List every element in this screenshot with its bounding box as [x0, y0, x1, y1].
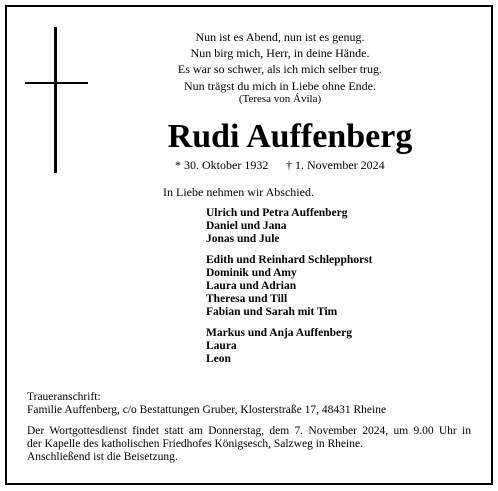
poem-attribution: (Teresa von Ávila) [238, 93, 322, 105]
mourner: Jonas und Jule [206, 233, 280, 245]
poem-line: Nun trägst du mich in Liebe ohne Ende. [184, 78, 376, 93]
mourner: Ulrich und Petra Auffenberg [206, 207, 348, 219]
poem-line: Es war so schwer, als ich mich selber trug. [177, 62, 383, 77]
service-line: Anschließend ist die Beisetzung. [27, 451, 178, 463]
mourner: Markus und Anja Auffenberg [206, 327, 353, 339]
farewell-text: In Liebe nehmen wir Abschied. [163, 185, 314, 199]
mourner: Edith und Reinhard Schlepphorst [206, 254, 373, 266]
poem-line: Nun ist es Abend, nun ist es genug. [195, 30, 365, 44]
mourner: Leon [206, 353, 231, 365]
mourner: Fabian und Sarah mit Tim [206, 306, 338, 318]
address-text: Familie Auffenberg, c/o Bestattungen Gruber, Klosterstraße 17, 48431 Rheine [27, 404, 387, 416]
mourners-list [206, 207, 373, 374]
poem [130, 29, 430, 94]
address-label: Traueranschrift: [27, 391, 101, 403]
life-dates [175, 158, 385, 172]
poem-line: Nun birg mich, Herr, in deine Hände. [190, 46, 370, 61]
mourner: Laura [206, 340, 237, 352]
family-group [206, 207, 373, 246]
family-group [206, 254, 373, 319]
service-line: Der Wortgottesdienst findet statt am Donnerstag, dem 7. November 2024, um 9.00 Uhr in [27, 425, 471, 437]
deceased-name: Rudi Auffenberg [167, 118, 413, 155]
death-date: † 1. November 2024 [286, 158, 385, 172]
mourning-address [27, 391, 386, 417]
mourner: Laura und Adrian [206, 280, 297, 292]
mourner: Daniel und Jana [206, 220, 287, 232]
service-line: der Kapelle des katholischen Friedhofes Königsesch, Salzweg in Rheine. [27, 438, 363, 450]
service-info [27, 425, 471, 464]
birth-date: * 30. Oktober 1932 [175, 158, 269, 172]
family-group [206, 327, 373, 366]
cross-icon-horizontal [25, 82, 88, 84]
mourner: Theresa und Till [206, 293, 288, 305]
cross-icon-vertical [54, 27, 57, 173]
mourner: Dominik und Amy [206, 267, 297, 279]
